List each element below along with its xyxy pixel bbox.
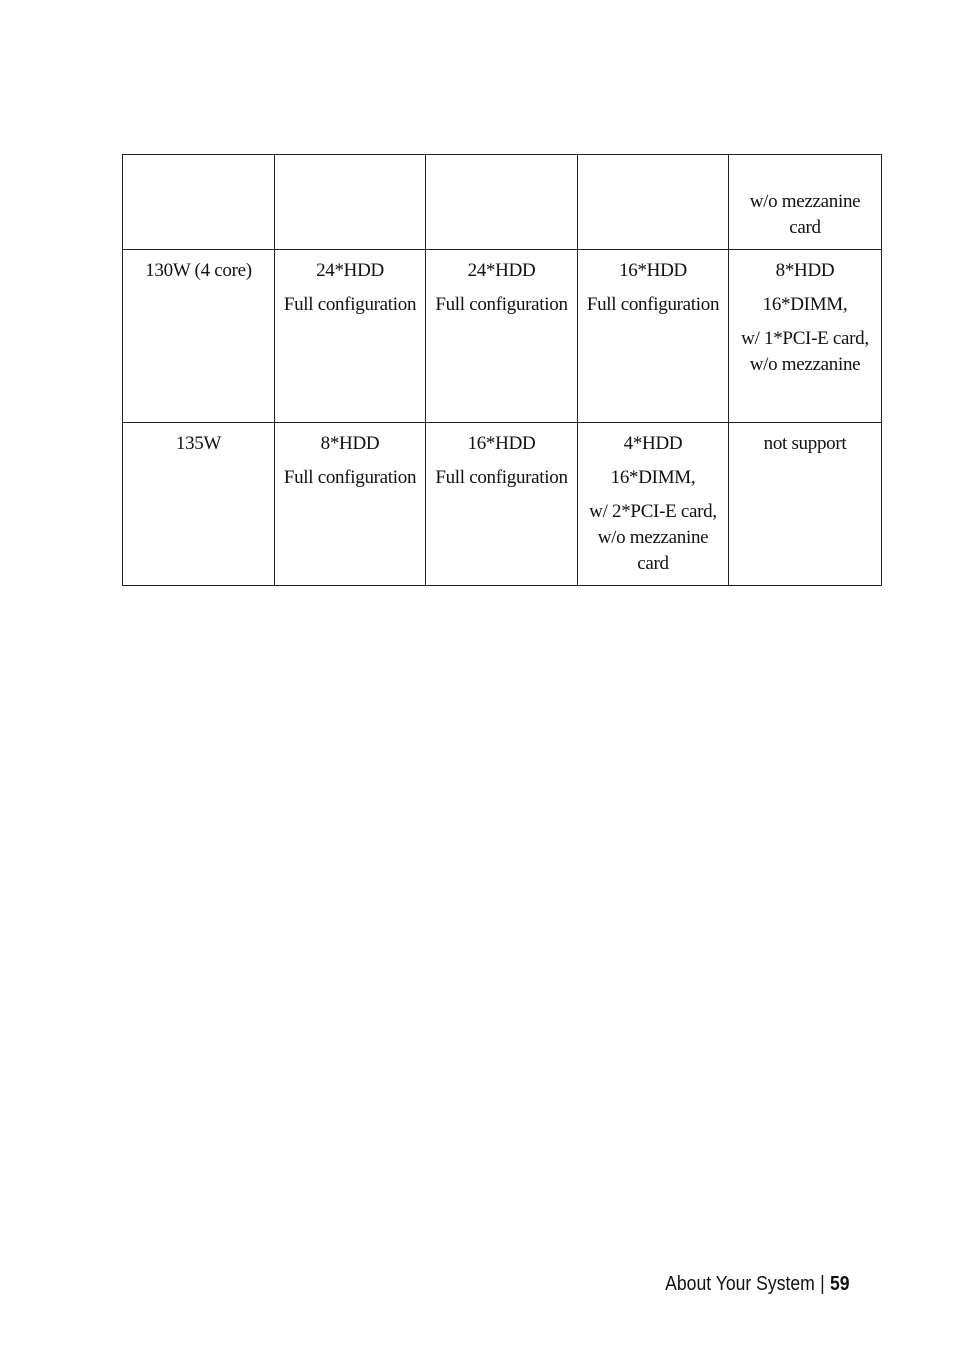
footer-section-title: About Your System — [665, 1273, 816, 1295]
table-cell — [729, 250, 882, 423]
footer-separator: | — [820, 1273, 826, 1295]
page-footer — [666, 1270, 850, 1298]
table-cell — [123, 155, 275, 250]
cell-text-line: 130W (4 core) — [145, 260, 252, 281]
table-body — [123, 155, 882, 586]
cell-text-line: 16*DIMM, — [610, 467, 696, 488]
power-configuration-table — [122, 154, 882, 586]
cell-text-line: 24*HDD — [467, 260, 536, 281]
cell-text-line: w/ 1*PCI-E card, w/o mezzanine — [741, 328, 869, 375]
cell-text-line: 16*HDD — [467, 433, 536, 454]
cell-text-line: 24*HDD — [316, 260, 384, 281]
cell-text-line: Full configuration — [283, 467, 417, 488]
page-number: 59 — [830, 1273, 850, 1295]
cell-text-line: Full configuration — [283, 294, 417, 315]
cell-text-line: Full configuration — [435, 467, 568, 488]
table-cell — [578, 155, 729, 250]
table-cell — [123, 423, 275, 586]
table-cell — [123, 250, 275, 423]
table-cell — [275, 423, 426, 586]
cell-text-line: 135W — [175, 433, 222, 454]
table-cell — [426, 423, 578, 586]
table-cell — [426, 250, 578, 423]
table-cell — [426, 155, 578, 250]
table-cell — [729, 423, 882, 586]
cell-text-line: 8*HDD — [320, 433, 380, 454]
cell-text-line: Full configuration — [586, 294, 720, 315]
table-cell — [275, 250, 426, 423]
cell-text-line: 8*HDD — [775, 260, 835, 281]
table-cell — [578, 423, 729, 586]
cell-text-line: not support — [763, 433, 847, 454]
table-cell — [275, 155, 426, 250]
table-cell — [729, 155, 882, 250]
cell-text-line: w/o mezzanine card — [749, 191, 861, 238]
table-row — [123, 155, 882, 250]
table-row — [123, 250, 882, 423]
cell-text-line: 16*HDD — [619, 260, 687, 281]
cell-text-line: w/ 2*PCI-E card, w/o mezzanine card — [589, 501, 717, 574]
cell-text-line: 16*DIMM, — [762, 294, 848, 315]
table-cell — [578, 250, 729, 423]
table-row — [123, 423, 882, 586]
cell-text-line: 4*HDD — [623, 433, 683, 454]
cell-text-line: Full configuration — [435, 294, 568, 315]
